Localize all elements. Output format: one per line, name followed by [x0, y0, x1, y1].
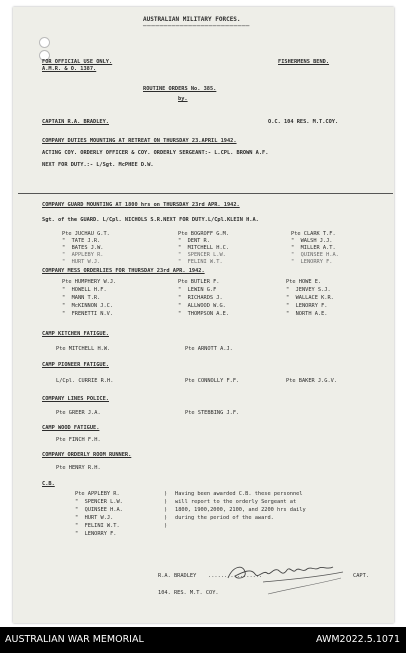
- officer-name: CAPTAIN R.A. BRADLEY.: [42, 119, 109, 125]
- cb-bracket: ): [164, 523, 168, 529]
- pioneer-fatigue-name: L/Cpl. CURRIE R.H.: [56, 378, 114, 384]
- guard-name: " HURT W.J.: [62, 259, 101, 265]
- cb-bracket: ): [164, 507, 168, 513]
- mess-heading: COMPANY MESS ORDERLIES FOR THURSDAY 23rd APR. 1942.: [42, 268, 205, 274]
- guard-name: " LENORRY F.: [291, 259, 333, 265]
- cb-text: will report to the orderly Sergeant at: [175, 499, 297, 505]
- cb-name: " QUINSEE H.A.: [75, 507, 123, 513]
- mess-name: Pte HUMPHERY W.J.: [62, 279, 117, 285]
- cb-heading: C.B.: [42, 481, 55, 487]
- guard-name: " APPLEBY R.: [62, 252, 104, 258]
- mess-name: " WALLACE K.R.: [286, 295, 334, 301]
- document-page: AUSTRALIAN MILITARY FORCES. ────────────────────────── FOR OFFICIAL USE ONLY. A.M.R. & O. 1387. FISHERMENS BEND. ROUTINE ORDERS No. 385. by. CAPTAIN R.A. BRADLEY. O.C. 104 RES. M.T.COY. COMPANY DUTIES MOUNTING AT RETREAT ON THURSDAY 23.APRIL 1942. ACTING COY. ORDERLY OFFICER & COY. ORDERLY SERGEANT:- L.CPL. BROWN A.F. NEXT FOR DUTY.:- L/Sgt. McPHEE D.W. COMPANY GUARD MOUNTING AT 1800 hrs on THURSDAY 23rd APR. 1942. Sgt. of the GUARD. L/Cpl. NICHOLS S.R.NEXT FOR DUTY.L/Cpl.KLEIN H.A. Pte JUCHAU G.T. " TATE J.R. " BATES J.W. " APPLEBY R. " HURT W.J. Pte BOGROFF G.M. " DENT R. " MITCHELL H.C. " SPENCER L.W. " FELINI W.T. Pte CLARK T.F. " WALSH J.J. " MILLER A.T. " QUINSEE H.A. " LENORRY F. COMPANY MESS ORDERLIES FOR THURSDAY 23rd APR. 1942. Pte HUMPHERY W.J. " HOWELL H.F. " MANN T.R. " McKINNON J.C. " FRENETTI N.V. Pte BUTLER F. " LEWIN G.F " RICHARDS J. " ALLWOOD W.G. " THOMPSON A.E. Pte HOWE E. " JENVEY S.J. " WALLACE K.R. " LENORRY F. " NORTH A.E. CAMP KITCHEN FATIGUE. Pte MITCHELL H.W. Pte ARNOTT A.J. CAMP PIONEER FATIGUE. L/Cpl. CURRIE R.H. Pte CONNOLLY F.F. Pte BAKER J.G.V. COMPANY LINES POLICE. Pte GREER J.A. Pte STEBBING J.F. CAMP WOOD FATIGUE. Pte FINCH F.H. COMPANY ORDERLY ROOM RUNNER. Pte HENRY R.H. C.B. Pte APPLEBY R. " SPENCER L.W. " QUINSEE H.A. " HURT W.J. " FELINI W.T. " LENORRY F. ) ) ) ) ) Having been awarded C.B. these personnel will report to the orderly Sergeant at 1800, 1900,2000, 2100, and 2200 hrs daily during the period of the award. R.A. BRADLEY ................. CAPT. 104. RES. M.T. COY.: [13, 7, 394, 623]
- guard-name: " FELINI W.T.: [178, 259, 223, 265]
- lines-police-name: Pte GREER J.A.: [56, 410, 101, 416]
- mess-name: Pte HOWE E.: [286, 279, 322, 285]
- unit-name: O.C. 104 RES. M.T.COY.: [268, 119, 339, 125]
- duties-acting: ACTING COY. ORDERLY OFFICER & COY. ORDERLY SERGEANT:- L.CPL. BROWN A.F.: [42, 150, 269, 156]
- guard-name: Pte CLARK T.F.: [291, 231, 336, 237]
- cb-text: Having been awarded C.B. these personnel: [175, 491, 303, 497]
- cb-name: " LENORRY F.: [75, 531, 117, 537]
- document-title: AUSTRALIAN MILITARY FORCES.: [143, 16, 241, 23]
- mess-name: " JENVEY S.J.: [286, 287, 331, 293]
- separator-line: [18, 193, 393, 194]
- footer-accession-number: AWM2022.5.1071: [315, 634, 400, 645]
- orders-number: ROUTINE ORDERS No. 385.: [143, 86, 217, 92]
- kitchen-fatigue-name: Pte MITCHELL H.W.: [56, 346, 111, 352]
- cb-text: during the period of the award.: [175, 515, 274, 521]
- guard-name: " MILLER A.T.: [291, 245, 336, 251]
- footer-bar: [0, 627, 406, 653]
- guard-name: " BATES J.W.: [62, 245, 104, 251]
- mess-name: " RICHARDS J.: [178, 295, 223, 301]
- signature-dots: .................: [208, 573, 263, 579]
- lines-police-heading: COMPANY LINES POLICE.: [42, 396, 109, 402]
- cb-bracket: ): [164, 499, 168, 505]
- by-label: by.: [178, 96, 188, 102]
- mess-name: " MANN T.R.: [62, 295, 101, 301]
- guard-sergeant-line: Sgt. of the GUARD. L/Cpl. NICHOLS S.R.NEXT FOR DUTY.L/Cpl.KLEIN H.A.: [42, 217, 259, 223]
- duties-heading: COMPANY DUTIES MOUNTING AT RETREAT ON THURSDAY 23.APRIL 1942.: [42, 138, 237, 144]
- mess-name: Pte BUTLER F.: [178, 279, 220, 285]
- mess-name: " THOMPSON A.E.: [178, 311, 230, 317]
- pioneer-fatigue-name: Pte CONNOLLY F.F.: [185, 378, 240, 384]
- punch-hole: [39, 37, 50, 48]
- pioneer-fatigue-name: Pte BAKER J.G.V.: [286, 378, 338, 384]
- cb-name: Pte APPLEBY R.: [75, 491, 120, 497]
- mess-name: " LEWIN G.F: [178, 287, 217, 293]
- handwritten-signature: [223, 558, 348, 598]
- kitchen-fatigue-heading: CAMP KITCHEN FATIGUE.: [42, 331, 109, 337]
- signatory-unit: 104. RES. M.T. COY.: [158, 590, 219, 596]
- guard-name: " WALSH J.J.: [291, 238, 333, 244]
- mess-name: " HOWELL H.F.: [62, 287, 107, 293]
- guard-name: " TATE J.R.: [62, 238, 101, 244]
- cb-bracket: ): [164, 515, 168, 521]
- runner-name: Pte HENRY R.H.: [56, 465, 101, 471]
- security-line-2: A.M.R. & O. 1387.: [42, 66, 97, 72]
- footer-credit: AUSTRALIAN WAR MEMORIAL: [5, 634, 144, 645]
- security-line-1: FOR OFFICIAL USE ONLY.: [42, 59, 113, 65]
- runner-heading: COMPANY ORDERLY ROOM RUNNER.: [42, 452, 132, 458]
- mess-name: " LENORRY F.: [286, 303, 328, 309]
- signatory-name: R.A. BRADLEY: [158, 573, 197, 579]
- mess-name: " NORTH A.E.: [286, 311, 328, 317]
- mess-name: " McKINNON J.C.: [62, 303, 114, 309]
- kitchen-fatigue-name: Pte ARNOTT A.J.: [185, 346, 233, 352]
- guard-name: " SPENCER L.W.: [178, 252, 226, 258]
- cb-name: " HURT W.J.: [75, 515, 114, 521]
- guard-name: " MITCHELL H.C.: [178, 245, 230, 251]
- pioneer-fatigue-heading: CAMP PIONEER FATIGUE.: [42, 362, 109, 368]
- mess-name: " ALLWOOD W.G.: [178, 303, 226, 309]
- guard-name: " QUINSEE H.A.: [291, 252, 339, 258]
- wood-fatigue-name: Pte FINCH F.H.: [56, 437, 101, 443]
- wood-fatigue-heading: CAMP WOOD FATIGUE.: [42, 425, 100, 431]
- cb-bracket: ): [164, 491, 168, 497]
- duties-next: NEXT FOR DUTY.:- L/Sgt. McPHEE D.W.: [42, 162, 154, 168]
- lines-police-name: Pte STEBBING J.F.: [185, 410, 240, 416]
- location: FISHERMENS BEND.: [278, 59, 330, 65]
- signatory-rank: CAPT.: [353, 573, 369, 579]
- cb-name: " SPENCER L.W.: [75, 499, 123, 505]
- guard-name: Pte JUCHAU G.T.: [62, 231, 110, 237]
- mess-name: " FRENETTI N.V.: [62, 311, 114, 317]
- guard-name: " DENT R.: [178, 238, 210, 244]
- cb-text: 1800, 1900,2000, 2100, and 2200 hrs daily: [175, 507, 306, 513]
- guard-heading: COMPANY GUARD MOUNTING AT 1800 hrs on THURSDAY 23rd APR. 1942.: [42, 202, 240, 208]
- cb-name: " FELINI W.T.: [75, 523, 120, 529]
- guard-name: Pte BOGROFF G.M.: [178, 231, 230, 237]
